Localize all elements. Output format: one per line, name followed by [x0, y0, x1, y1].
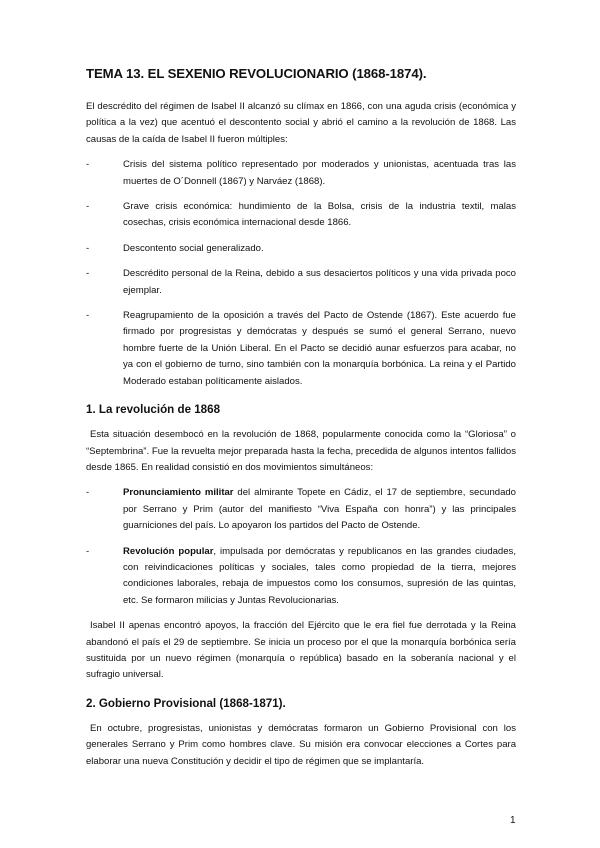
intro-paragraph: El descrédito del régimen de Isabel II alcanzó su clímax en 1866, con una aguda crisis (económica y política a la vez) que acentuó el descontento social y abrió el camino a la revolución de 1868. Las causas de la caída de Isabel II fueron múltiples:: [86, 101, 516, 145]
section-heading-revolution: 1. La revolución de 1868: [86, 403, 221, 417]
list-item-text: Descrédito personal de la Reina, debido a sus desaciertos políticos y una vida privada poco ejemplar.: [123, 268, 516, 296]
page-content: [86, 66, 516, 779]
page-number: 1: [510, 815, 516, 826]
list-item: [86, 241, 516, 257]
list-item: [86, 544, 516, 610]
list-item: [86, 199, 516, 232]
bullet-dash: -: [86, 242, 90, 254]
list-item-text: Reagrupamiento de la oposición a través del Pacto de Ostende (1867). Este acuerdo fue firmado por progresistas y demócratas y después se sumó el general Serrano, nuevo hombre fuerte de la Unión Liberal. En el Pacto se decidió aunar esfuerzos para acabar, no ya con el gobierno de turno, sino también con la monarquía borbónica. La reina y el Partido Moderado estaban políticamente aislados.: [123, 310, 516, 387]
bullet-dash: -: [86, 268, 90, 280]
list-item-text: Descontento social generalizado.: [123, 242, 264, 254]
bullet-dash: -: [86, 201, 90, 213]
document-title: TEMA 13. EL SEXENIO REVOLUCIONARIO (1868-1874).: [86, 66, 427, 81]
section-heading-provisional-government: 2. Gobierno Provisional (1868-1871).: [86, 696, 286, 710]
list-item-text: Grave crisis económica: hundimiento de la Bolsa, crisis de la industria textil, malas cosechas, crisis económica internacional desde 1866.: [123, 201, 516, 229]
bullet-dash: -: [86, 310, 90, 322]
section1-intro: Esta situación desembocó en la revolución de 1868, popularmente conocida como la “Gloriosa” o “Septembrina”. Fue la revuelta mejor preparada hasta la fecha, precedida de algunos intentos fallidos desde 1865. En realidad consistió en dos movimientos simultáneos:: [86, 429, 516, 473]
causes-list: [86, 157, 516, 390]
list-item: [86, 308, 516, 390]
list-item: [86, 485, 516, 534]
section1-outcome: Isabel II apenas encontró apoyos, la fracción del Ejército que le era fiel fue derrotada y la Reina abandonó el país el 29 de septiembre. Se inicia un proceso por el que la monarquía borbónica sería sustituida por un nuevo régimen (monarquía o república) basado en la soberanía nacional y el sufragio universal.: [86, 620, 516, 681]
list-item-text: del almirante Topete en Cádiz, el 17 de septiembre, secundado por Serrano y Prim (autor del manifiesto “Viva España con honra”) y las principales guarniciones del país. Lo apoyaron los partidos del Pacto de Ostende.: [123, 487, 516, 532]
movement-title: Pronunciamiento militar: [123, 487, 234, 499]
bullet-dash: -: [86, 487, 90, 499]
movement-title: Revolución popular: [123, 545, 214, 557]
section2-intro: En octubre, progresistas, unionistas y demócratas formaron un Gobierno Provisional con los generales Serrano y Prim como hombres clave. Su misión era convocar elecciones a Cortes para elaborar una nueva Constitución y decidir el tipo de régimen que se implantaría.: [86, 722, 516, 767]
bullet-dash: -: [86, 159, 90, 171]
bullet-dash: -: [86, 545, 90, 557]
list-item: [86, 157, 516, 190]
list-item-text: , impulsada por demócratas y republicanos en las grandes ciudades, con reivindicaciones políticas y sociales, tales como propiedad de la tierra, mejores condiciones laborales, rebaja de impuestos como los consumos, supresión de las quintas, etc. Se formaron milicias y Juntas Revolucionarias.: [123, 545, 516, 606]
list-item: [86, 266, 516, 299]
list-item-text: Crisis del sistema político representado por moderados y unionistas, acentuada tras las muertes de O´Donnell (1867) y Narváez (1868).: [123, 159, 516, 187]
